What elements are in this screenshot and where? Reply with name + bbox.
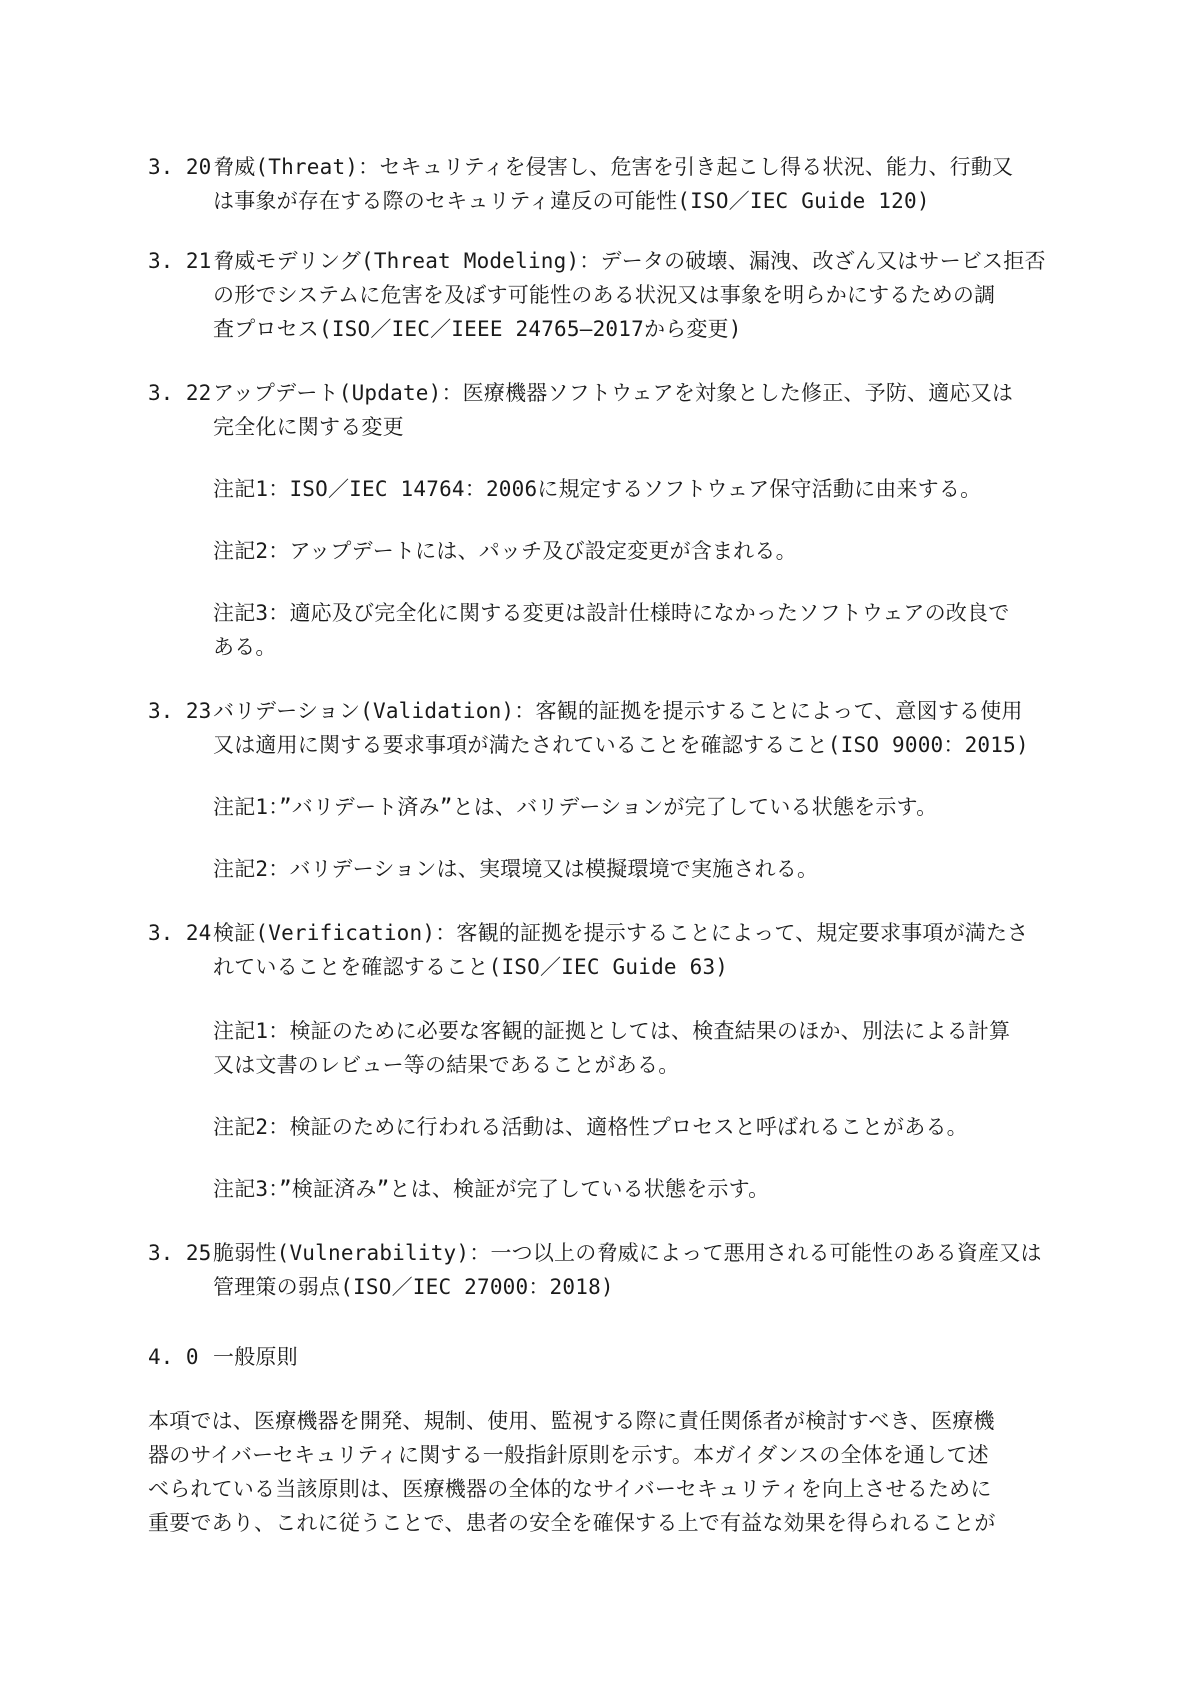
section-text-line: は事象が存在する際のセキュリティ違反の可能性(ISO／IEC Guide 120)	[213, 189, 930, 213]
note-line: 注記1：検証のために必要な客観的証拠としては、検査結果のほか、別法による計算	[213, 1019, 1011, 1043]
note-line: ある。	[213, 635, 277, 659]
note-line: 又は文書のレビュー等の結果であることがある。	[213, 1053, 680, 1077]
paragraph-line: 重要であり、これに従うことで、患者の安全を確保する上で有益な効果を得られることが	[148, 1511, 996, 1535]
section-number: 3. 20	[148, 155, 212, 179]
section-text-line: 検証(Verification)：客観的証拠を提示することによって、規定要求事項が満たさ	[213, 921, 1029, 945]
section-number: 3. 23	[148, 699, 212, 723]
heading-number: 4. 0	[148, 1345, 199, 1369]
section-text-line: 査プロセス(ISO／IEC／IEEE 24765―2017から変更)	[213, 317, 742, 341]
section-text-line: 完全化に関する変更	[213, 415, 404, 439]
note-line: 注記3：適応及び完全化に関する変更は設計仕様時になかったソフトウェアの改良で	[213, 601, 1010, 625]
section-text-line: 脅威モデリング(Threat Modeling)：データの破壊、漏洩、改ざん又はサービス拒否	[213, 249, 1046, 273]
heading-title: 一般原則	[213, 1345, 298, 1369]
note-line: 注記3：”検証済み”とは、検証が完了している状態を示す。	[213, 1177, 770, 1201]
note-line: 注記1：”バリデート済み”とは、バリデーションが完了している状態を示す。	[213, 795, 938, 819]
section-text-line: アップデート(Update)：医療機器ソフトウェアを対象とした修正、予防、適応又は	[213, 381, 1014, 405]
section-text-line: 又は適用に関する要求事項が満たされていることを確認すること(ISO 9000：2015)	[213, 733, 1029, 757]
paragraph-line: べられている当該原則は、医療機器の全体的なサイバーセキュリティを向上させるために	[148, 1477, 992, 1501]
section-number: 3. 21	[148, 249, 212, 273]
section-text-line: 脅威(Threat)：セキュリティを侵害し、危害を引き起こし得る状況、能力、行動又	[213, 155, 1014, 179]
note-line: 注記2：アップデートには、パッチ及び設定変更が含まれる。	[213, 539, 797, 563]
note-line: 注記1：ISO／IEC 14764：2006に規定するソフトウェア保守活動に由来する。	[213, 477, 982, 501]
section-text-line: 管理策の弱点(ISO／IEC 27000：2018)	[213, 1275, 614, 1299]
section-number: 3. 24	[148, 921, 212, 945]
note-line: 注記2：バリデーションは、実環境又は模擬環境で実施される。	[213, 857, 819, 881]
note-line: 注記2：検証のために行われる活動は、適格性プロセスと呼ばれることがある。	[213, 1115, 968, 1139]
section-number: 3. 25	[148, 1241, 212, 1265]
paragraph-line: 本項では、医療機器を開発、規制、使用、監視する際に責任関係者が検討すべき、医療機	[148, 1409, 995, 1433]
section-number: 3. 22	[148, 381, 212, 405]
section-text-line: バリデーション(Validation)：客観的証拠を提示することによって、意図する使用	[213, 699, 1023, 723]
section-text-line: の形でシステムに危害を及ぼす可能性のある状況又は事象を明らかにするための調	[213, 283, 996, 307]
section-text-line: 脆弱性(Vulnerability)：一つ以上の脅威によって悪用される可能性のある資産又は	[213, 1241, 1042, 1265]
paragraph-line: 器のサイバーセキュリティに関する一般指針原則を示す。本ガイダンスの全体を通して述	[148, 1443, 989, 1467]
section-text-line: れていることを確認すること(ISO／IEC Guide 63)	[213, 955, 729, 979]
